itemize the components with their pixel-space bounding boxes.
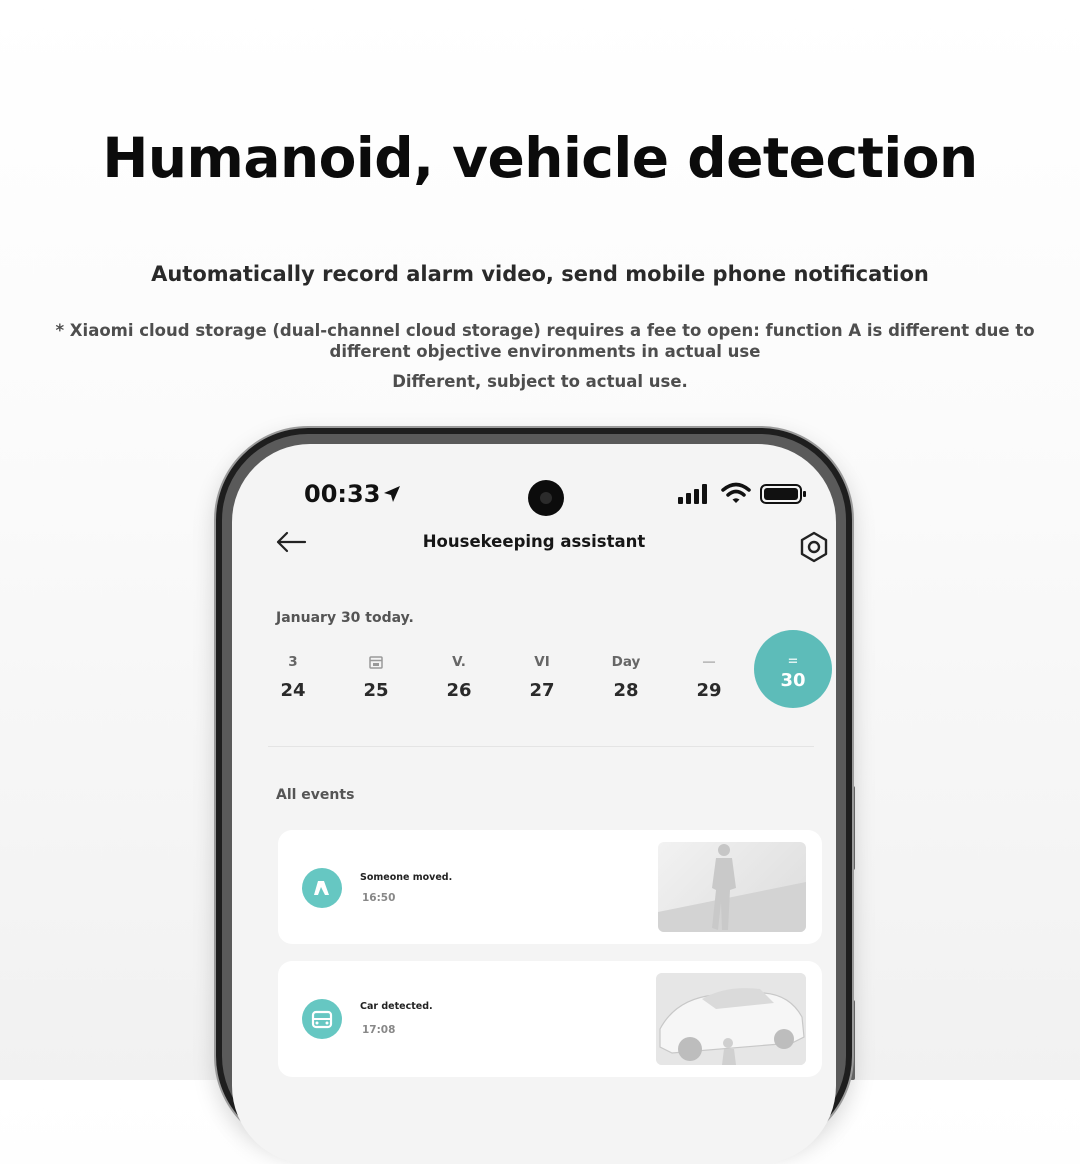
day-weekday: —	[702, 654, 716, 670]
calendar-day[interactable]	[263, 652, 323, 701]
day-weekday: V.	[452, 654, 466, 670]
nav-title: Housekeeping assistant	[422, 532, 646, 551]
event-time: 16:50	[362, 892, 396, 904]
day-number: 25	[363, 680, 389, 701]
day-weekday	[346, 652, 406, 672]
today-label: January 30 today.	[276, 610, 414, 626]
day-number: 30	[780, 670, 806, 691]
calendar-day[interactable]	[679, 652, 739, 701]
status-time: 00:33	[304, 480, 381, 508]
calendar-day[interactable]	[596, 652, 656, 701]
day-number: 29	[696, 680, 722, 701]
person-walking-icon	[302, 868, 342, 908]
page-headline: Humanoid, vehicle detection	[102, 126, 978, 190]
day-number: 27	[529, 680, 555, 701]
events-section-label: All events	[276, 787, 355, 803]
signal-bars-icon	[678, 484, 712, 504]
day-number: 24	[280, 680, 306, 701]
page-subline: Automatically record alarm video, send mobile phone notification	[151, 262, 929, 286]
day-weekday: =	[787, 654, 799, 669]
front-camera	[528, 480, 564, 516]
disclaimer-note-continued: Different, subject to actual use.	[392, 372, 688, 391]
day-weekday: Day	[611, 654, 641, 670]
day-weekday: VI	[534, 654, 550, 670]
car-icon	[302, 999, 342, 1039]
event-time: 17:08	[362, 1024, 396, 1036]
wifi-icon	[721, 482, 751, 504]
event-card[interactable]	[278, 961, 822, 1077]
event-card[interactable]	[278, 830, 822, 944]
calendar-day-selected[interactable]	[754, 630, 832, 708]
person-thumbnail[interactable]	[658, 842, 806, 932]
battery-icon	[760, 484, 808, 504]
settings-hexagon-icon[interactable]	[797, 530, 831, 564]
event-title: Someone moved.	[360, 872, 453, 883]
day-number: 28	[613, 680, 639, 701]
calendar-glyph-icon	[369, 655, 383, 669]
day-number: 26	[446, 680, 472, 701]
phone-frame	[216, 428, 852, 1148]
disclaimer-note: * Xiaomi cloud storage (dual-channel cloud storage) requires a fee to open: function A is different due to different objective environments in actual use	[55, 321, 1035, 361]
section-divider	[268, 746, 814, 747]
phone-screen	[232, 444, 836, 1164]
car-thumbnail[interactable]	[656, 973, 806, 1065]
calendar-day[interactable]	[429, 652, 489, 701]
day-weekday: 3	[288, 654, 298, 670]
calendar-day[interactable]	[512, 652, 572, 701]
calendar-day[interactable]	[346, 652, 406, 701]
location-arrow-icon	[382, 484, 402, 504]
event-title: Car detected.	[360, 1001, 433, 1012]
